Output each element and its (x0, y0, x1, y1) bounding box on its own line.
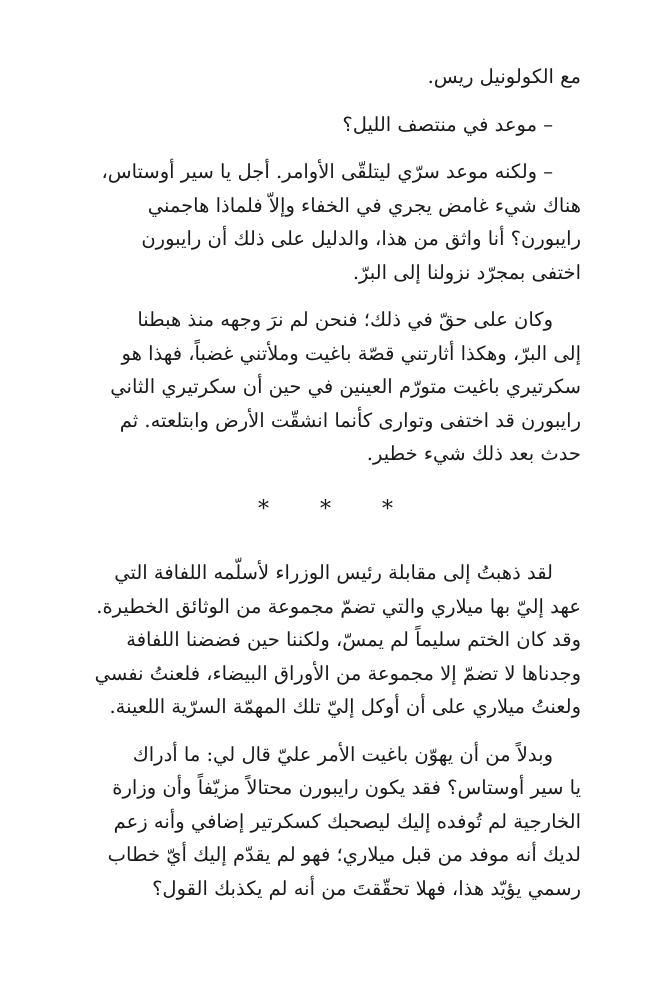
text-line: – موعد في منتصف الليل؟ (342, 112, 553, 136)
text-line: رايبورن قد اختفى وتوارى كأنما انشقّت الأرض وابتلعته. ثم (119, 408, 581, 432)
text-line: ولعنتُ ميلاري على أن أوكل إليّ تلك المهمّة السرّية اللعينة. (109, 695, 581, 718)
paragraph (70, 738, 581, 906)
text-section-after (70, 556, 581, 905)
text-line: الخارجية لم تُوفده إليك ليصحبك كسكرتير إضافي وأنه زعم (113, 809, 581, 833)
text-line: رسمي يؤيّد هذا، فهلا تحقّقتَ من أنه لم يكذبك القول؟ (152, 876, 581, 900)
section-separator: * * * (258, 496, 415, 522)
text-line: إلى البرّ، وهكذا أثارتني قصّة باغيت وملأتني غضباً، فهذا هو (121, 341, 581, 365)
text-line: حدث بعد ذلك شيء خطير. (366, 442, 581, 465)
text-line: – ولكنه موعد سرّي ليتلقّى الأوامر. أجل يا سير أوستاس، (101, 160, 553, 183)
paragraph (70, 303, 581, 471)
text-line: رايبورن؟ أنا واثق من هذا، والدليل على ذلك أن رايبورن (141, 227, 581, 250)
book-page (70, 60, 581, 919)
text-line: وقد كان الختم سليماً لم يمسّ، ولكننا حين فضضنا اللفافة (126, 628, 581, 651)
text-line: مع الكولونيل ريس. (427, 65, 581, 88)
paragraph (70, 60, 581, 94)
text-line: وبدلاً من أن يهوّن باغيت الأمر عليّ قال لي: ما أدراك (132, 742, 553, 766)
text-line: اختفى بمجرّد نزولنا إلى البرّ. (352, 260, 581, 284)
paragraph (70, 108, 581, 142)
text-line: وكان على حقّ في ذلك؛ فنحن لم نرَ وجهه منذ هبطنا (137, 308, 553, 331)
paragraph (70, 556, 581, 724)
text-line: لديك أنه موفد من قبل ميلاري؛ فهو لم يقدّم إليك أيّ خطاب (107, 843, 581, 866)
text-line: سكرتيري باغيت متورّم العينين في حين أن سكرتيري الثاني (110, 375, 581, 398)
text-line: لقد ذهبتُ إلى مقابلة رئيس الوزراء لأسلّمه اللفافة التي (114, 561, 553, 584)
text-line: هناك شيء غامض يجري في الخفاء وإلاّ فلماذا هاجمني (147, 193, 581, 217)
paragraph (70, 155, 581, 289)
text-line: يا سير أوستاس؟ فقد يكون رايبورن محتالاً مزيّفاً وأن وزارة (112, 776, 581, 799)
text-line: وجدناها لا تضمّ إلا مجموعة من الأوراق البيضاء، فلعنتُ نفسي (94, 661, 581, 685)
text-line: عهد إليّ بها ميلاري والتي تضمّ مجموعة من الوثائق الخطيرة. (96, 594, 581, 618)
text-section-before (70, 60, 581, 471)
